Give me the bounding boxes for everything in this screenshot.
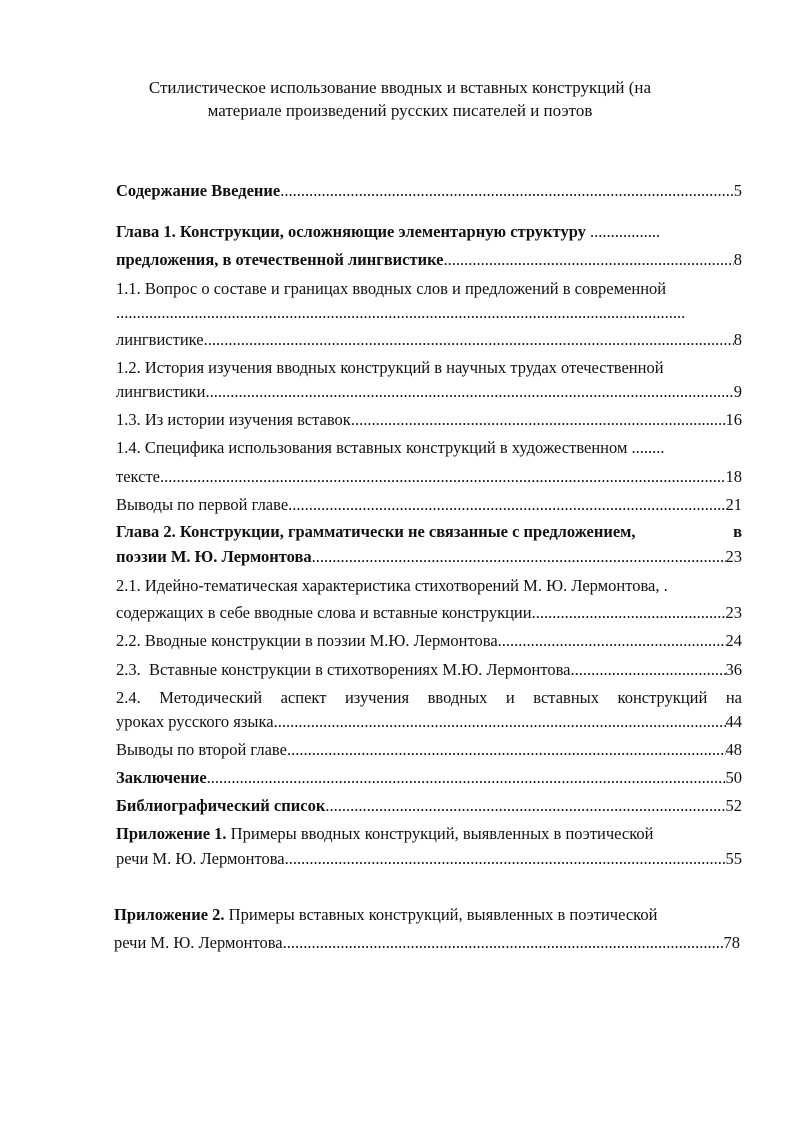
toc-page-number: 16: [725, 410, 742, 429]
toc-entry-1-1: [116, 279, 742, 299]
toc-page-number: 36: [725, 660, 742, 679]
toc-2-4-label-cont: уроках русского языка: [116, 712, 274, 731]
toc-page-number: 23: [725, 547, 742, 566]
toc-1-2-label: 1.2. История изучения вводных конструкций в научных трудах отечественной: [116, 358, 664, 377]
toc-entry-conclusion: [116, 768, 742, 788]
toc-page-number: 24: [725, 631, 742, 650]
toc-entry-conclusions-1: [116, 495, 742, 515]
leader-dots: [532, 603, 726, 623]
leader-dots: [283, 933, 724, 953]
toc-page-number: 9: [733, 382, 742, 401]
document-title: [120, 76, 680, 122]
toc-appendix-1-label-cont: речи М. Ю. Лермонтова: [116, 849, 285, 868]
toc-conclusions-2-label: Выводы по второй главе: [116, 740, 287, 759]
toc-appendix-2-label: Примеры вставных конструкций, выявленных в поэтической: [224, 905, 658, 924]
toc-appendix-2-label-cont: речи М. Ю. Лермонтова: [114, 933, 283, 952]
toc-entry-chapter-2: [116, 522, 742, 542]
toc-chapter-1-label: Глава 1. Конструкции, осложняющие элементарную структуру: [116, 222, 586, 241]
leader-dots: [444, 250, 734, 270]
leader-dots: ..........................................................................................................................................: [116, 303, 686, 322]
toc-1-4-label-cont: тексте: [116, 467, 160, 486]
leader-dots: [204, 330, 734, 350]
toc-entry-appendix-1: [116, 824, 742, 844]
toc-entry-1-4: [116, 438, 742, 458]
toc-page-number: 8: [733, 250, 742, 269]
toc-entry-chapter-2-cont: [116, 547, 742, 567]
leader-dots: [312, 547, 726, 567]
toc-bibliography-label: Библиографический список: [116, 796, 326, 815]
toc-page-number: 5: [733, 181, 742, 200]
leader-dots: [498, 631, 726, 651]
leader-dots: .................: [590, 222, 661, 241]
toc-entry-appendix-2-cont: [114, 933, 740, 953]
toc-2-2-label: 2.2. Вводные конструкции в поэзии М.Ю. Лермонтова: [116, 631, 498, 650]
leader-dots: ........: [631, 438, 665, 457]
leader-dots: [287, 740, 726, 760]
toc-entry-1-4-cont: [116, 467, 742, 487]
toc-entry-1-3: [116, 410, 742, 430]
toc-chapter-2-tail: в: [733, 522, 742, 541]
toc-entry-chapter-1: [116, 222, 742, 242]
toc-entry-2-1: [116, 576, 742, 596]
toc-entry-chapter-1-cont: [116, 250, 742, 270]
toc-page-number: 44: [725, 712, 742, 731]
toc-page-number: 50: [725, 768, 742, 787]
toc-page-number: 23: [725, 603, 742, 622]
toc-entry-1-2: [116, 358, 742, 378]
toc-1-2-label-cont: лингвистики: [116, 382, 206, 401]
leader-dots: [351, 410, 726, 430]
toc-entry-1-2-cont: [116, 382, 742, 402]
toc-2-1-label: 2.1. Идейно-тематическая характеристика стихотворений М. Ю. Лермонтова, .: [116, 576, 668, 595]
leader-dots: [207, 768, 726, 788]
toc-intro-label: Содержание Введение: [116, 181, 281, 200]
leader-dots: [160, 467, 726, 487]
title-line-2: материале произведений русских писателей и поэтов: [207, 101, 593, 120]
leader-dots: [280, 181, 734, 201]
toc-entry-appendix-2: [114, 905, 744, 925]
toc-1-4-label: 1.4. Специфика использования вставных конструкций в художественном: [116, 438, 628, 457]
leader-dots: [206, 382, 734, 402]
toc-entry-2-1-cont: [116, 603, 742, 623]
toc-appendix-2-number: Приложение 2.: [114, 905, 225, 924]
toc-entry-intro: [116, 181, 742, 201]
toc-entry-bibliography: [116, 796, 742, 816]
toc-2-1-label-cont: содержащих в себе вводные слова и вставные конструкции: [116, 603, 532, 622]
toc-page-number: 55: [725, 849, 742, 868]
toc-entry-2-2: [116, 631, 742, 651]
toc-page-number: 8: [733, 330, 742, 349]
toc-chapter-2-label-cont: поэзии М. Ю. Лермонтова: [116, 547, 312, 566]
toc-entry-1-1-cont: [116, 330, 742, 350]
toc-chapter-2-label: Глава 2. Конструкции, грамматически не связанные с предложением,: [116, 522, 636, 541]
toc-page-number: 18: [725, 467, 742, 486]
toc-entry-appendix-1-cont: [116, 849, 742, 869]
toc-2-3-label: 2.3. Вставные конструкции в стихотворениях М.Ю. Лермонтова: [116, 660, 571, 679]
toc-page-number: 48: [725, 740, 742, 759]
toc-entry-2-3: [116, 660, 742, 680]
toc-appendix-1-label: Примеры вводных конструкций, выявленных в поэтической: [226, 824, 654, 843]
toc-entry-2-4-cont: [116, 712, 742, 732]
title-line-1: Стилистическое использование вводных и вставных конструкций (на: [148, 78, 652, 97]
toc-appendix-1-number: Приложение 1.: [116, 824, 227, 843]
toc-1-3-label: 1.3. Из истории изучения вставок: [116, 410, 351, 429]
leader-dots: [325, 796, 725, 816]
toc-chapter-1-label-cont: предложения, в отечественной лингвистике: [116, 250, 444, 269]
toc-page-number: 21: [725, 495, 742, 514]
toc-conclusion-label: Заключение: [116, 768, 207, 787]
leader-dots: [285, 849, 726, 869]
toc-entry-conclusions-2: [116, 740, 742, 760]
leader-dots: [288, 495, 725, 515]
toc-page-number: 52: [725, 796, 742, 815]
leader-dots: [274, 712, 726, 732]
toc-conclusions-1-label: Выводы по первой главе: [116, 495, 289, 514]
toc-page-number: 78: [723, 933, 740, 952]
leader-dots: [570, 660, 725, 680]
toc-1-1-label-cont: лингвистике: [116, 330, 204, 349]
toc-2-4-label: 2.4. Методический аспект изучения вводных и вставных конструкций на: [116, 688, 742, 707]
toc-1-1-label: 1.1. Вопрос о составе и границах вводных слов и предложений в современной: [116, 279, 667, 298]
toc-entry-1-1-dots: [116, 303, 742, 323]
toc-entry-2-4: [116, 688, 742, 708]
